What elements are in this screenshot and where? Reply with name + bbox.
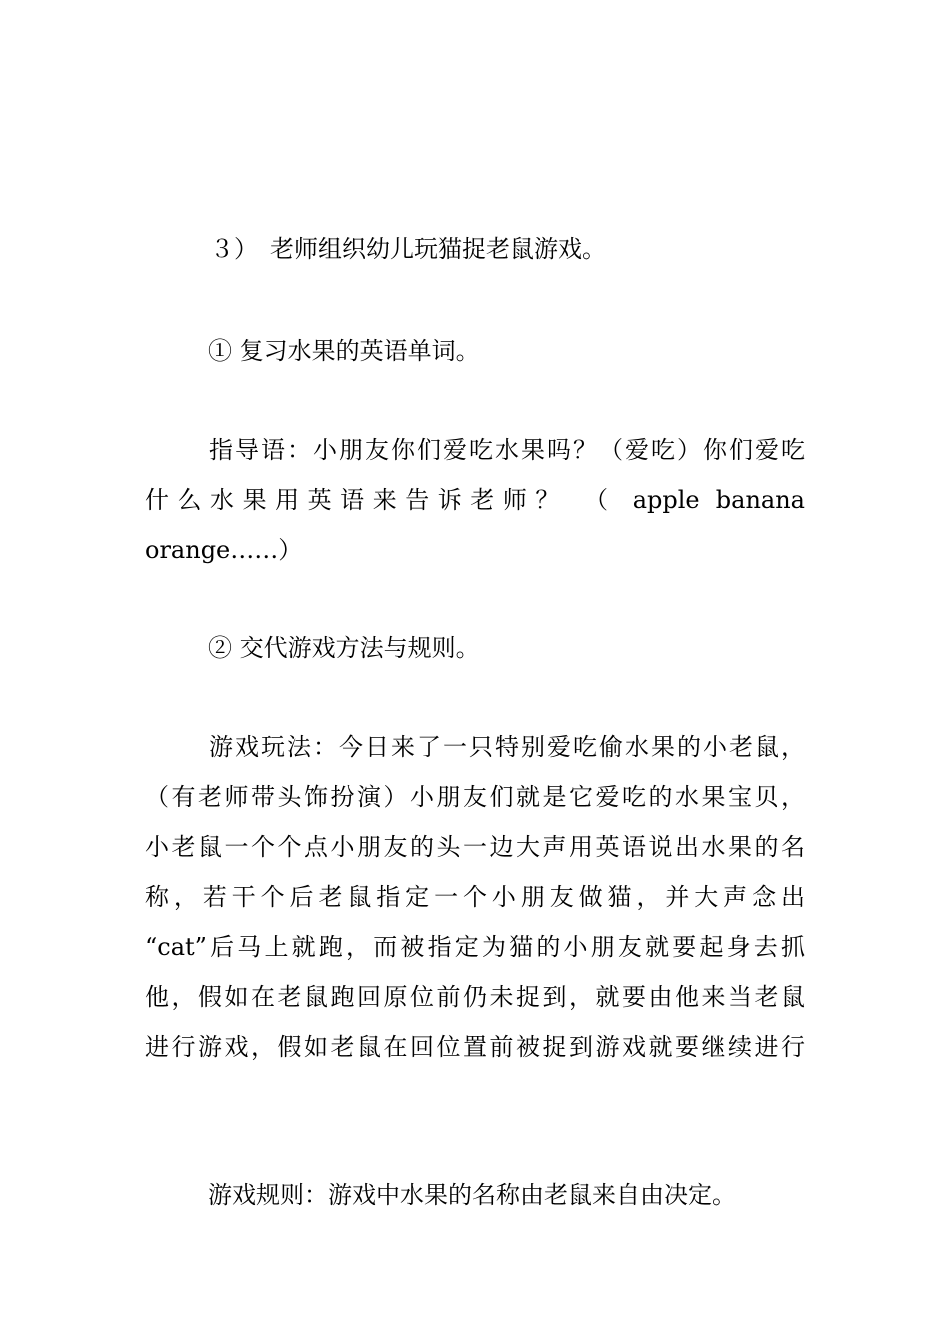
- guide-line-2: 什么水果用英语来告诉老师？ （ apple banana: [145, 486, 805, 514]
- game-play-line-7: 进行游戏，假如老鼠在回位置前被捉到游戏就要继续进行: [145, 1033, 805, 1061]
- game-play-line-5: “cat”后马上就跑，而被指定为猫的小朋友就要起身去抓: [145, 933, 805, 961]
- guide-paragraph: [145, 425, 805, 575]
- subsection-heading-rules: ② 交代游戏方法与规则。: [208, 634, 480, 662]
- game-play-line-2: （有老师带头饰扮演）小朋友们就是它爱吃的水果宝贝，: [145, 783, 805, 811]
- game-play-line-4: 称，若干个后老鼠指定一个小朋友做猫，并大声念出: [145, 883, 805, 911]
- step-heading: ３） 老师组织幼儿玩猫捉老鼠游戏。: [210, 235, 606, 263]
- guide-line-1: 指导语：小朋友你们爱吃水果吗？（爱吃）你们爱吃: [209, 436, 805, 464]
- game-play-paragraph: [145, 722, 805, 1072]
- game-play-line-3: 小老鼠一个个点小朋友的头一边大声用英语说出水果的名: [145, 833, 805, 861]
- game-play-line-6: 他，假如在老鼠跑回原位前仍未捉到，就要由他来当老鼠: [145, 983, 805, 1011]
- subsection-heading-review: ① 复习水果的英语单词。: [208, 337, 480, 365]
- game-rules-text: 游戏规则：游戏中水果的名称由老鼠来自由决定。: [208, 1181, 736, 1209]
- game-play-line-1: 游戏玩法：今日来了一只特别爱吃偷水果的小老鼠，: [209, 733, 805, 761]
- guide-line-3: orange……）: [145, 536, 303, 564]
